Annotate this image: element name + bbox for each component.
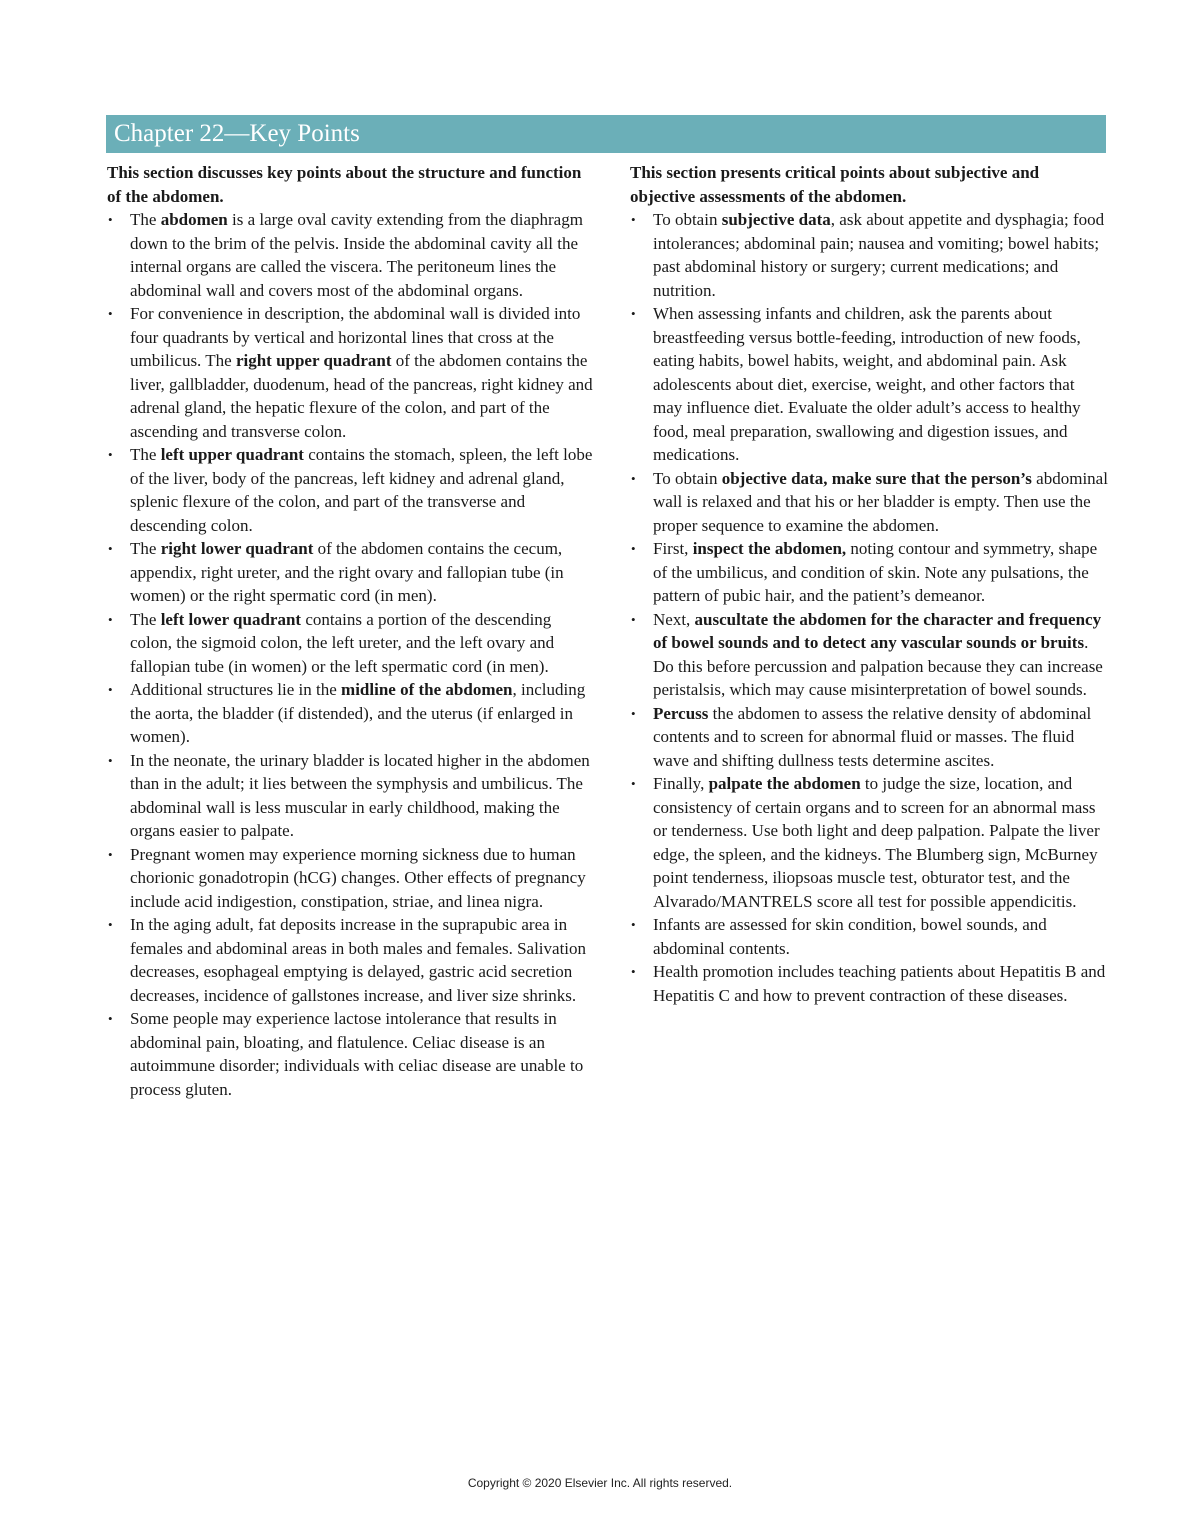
item-text: the abdomen to assess the relative density of abdominal contents and to screen for abnormal fluid or masses. The fluid wave and shifting dullness tests determine ascites. xyxy=(653,703,1092,770)
item-text: The xyxy=(130,210,161,229)
item-text: contains the stomach, spleen, the left lobe of the liver, body of the pancreas, left kidney and adrenal gland, splenic flexure of the colon, and part of the transverse and descending colon. xyxy=(130,445,593,535)
item-text: is a large oval cavity extending from the diaphragm down to the brim of the pelvis. Inside the abdominal cavity all the internal organs are called the viscera. The peritoneum lines the abdominal wall and covers most of the abdominal organs. xyxy=(130,210,583,300)
list-item xyxy=(107,537,595,608)
list-item xyxy=(107,608,595,679)
list-item xyxy=(107,913,595,1007)
item-text: For convenience in description, the abdominal wall is divided into four quadrants by vertical and horizontal lines that cross at the umbilicus. The xyxy=(130,304,581,370)
list-item xyxy=(630,702,1108,773)
item-text: Pregnant women may experience morning sickness due to human chorionic gonadotropin (hCG) changes. Other effects of pregnancy include acid indigestion, constipation, striae, and linea nigra. xyxy=(130,844,586,911)
list-item xyxy=(630,960,1108,1007)
item-text: The xyxy=(130,445,161,464)
list-item xyxy=(630,302,1108,467)
item-text: First, xyxy=(653,539,693,558)
item-text: To obtain xyxy=(653,210,722,229)
bold-term: right upper quadrant xyxy=(235,351,392,370)
list-item xyxy=(107,208,595,302)
item-text: To obtain xyxy=(653,468,722,488)
item-text: Finally, xyxy=(653,774,709,793)
list-item xyxy=(630,772,1108,913)
item-text: When assessing infants and children, ask the parents about breastfeeding versus bottle-feeding, introduction of new foods, eating habits, bowel habits, weight, and abdominal pain. Ask adolescents about diet, exercise, weight, and other factors that may influence diet. Evaluate the older adult’s access to healthy food, meal preparation, swallowing and digestion issues, and medications. xyxy=(653,304,1081,464)
item-text: In the aging adult, fat deposits increase in the suprapubic area in females and abdominal areas in both males and females. Salivation decreases, esophageal emptying is delayed, gastric acid secretion decreases, incidence of gallstones increase, and liver size shrinks. xyxy=(130,915,587,1005)
list-item xyxy=(630,913,1108,960)
bold-term: abdomen xyxy=(160,210,228,229)
bold-term: subjective data xyxy=(721,210,831,229)
list-item xyxy=(107,443,595,537)
list-item xyxy=(107,843,595,914)
left-key-points-list xyxy=(107,208,595,1101)
list-item xyxy=(630,608,1108,702)
bold-term: left lower quadrant xyxy=(160,609,302,629)
list-item xyxy=(107,749,595,843)
item-text: Infants are assessed for skin condition, bowel sounds, and abdominal contents. xyxy=(653,915,1047,958)
bold-term: left upper quadrant xyxy=(160,445,304,464)
bold-term: Percuss xyxy=(653,703,709,723)
item-text: , ask about appetite and dysphagia; food intolerances; abdominal pain; nausea and vomiting; bowel habits; past abdominal history or surgery; current medications; and nutrition. xyxy=(653,210,1105,300)
chapter-title: Chapter 22—Key Points xyxy=(114,120,360,147)
item-text: In the neonate, the urinary bladder is located higher in the abdomen than in the adult; it lies between the symphysis and umbilicus. The abdominal wall is less muscular in early childhood, making the organs easier to palpate. xyxy=(130,750,590,840)
right-intro: This section presents critical points about subjective and objective assessments of the abdomen. xyxy=(630,163,1040,206)
copyright-footer: Copyright © 2020 Elsevier Inc. All rights reserved. xyxy=(467,1476,733,1490)
bold-term: auscultate the abdomen for the character and frequency of bowel sounds and to detect any vascular sounds or bruits xyxy=(653,609,1102,652)
item-text: . Do this before percussion and palpation because they can increase peristalsis, which may cause misinterpretation of bowel sounds. xyxy=(653,633,1103,699)
item-text: The xyxy=(130,539,161,558)
bold-term: objective data, make sure that the person’s xyxy=(721,468,1032,488)
item-text: noting contour and symmetry, shape of the umbilicus, and condition of skin. Note any pulsations, the pattern of pubic hair, and the patient’s demeanor. xyxy=(653,539,1098,605)
list-item xyxy=(107,302,595,443)
left-intro: This section discusses key points about the structure and function of the abdomen. xyxy=(107,163,582,206)
left-column xyxy=(107,161,595,1101)
list-item xyxy=(107,1007,595,1101)
list-item xyxy=(630,537,1108,608)
list-item xyxy=(107,678,595,749)
list-item xyxy=(630,208,1108,302)
item-text: Additional structures lie in the xyxy=(130,680,342,699)
item-text: to judge the size, location, and consistency of certain organs and to screen for an abnormal mass or tenderness. Use both light and deep palpation. Palpate the liver edge, the spleen, and the kidneys. The Blumberg sign, McBurney point tenderness, iliopsoas muscle test, obturator test, and the Alvarado/MANTRELS score all test for possible appendicitis. xyxy=(653,774,1100,911)
bold-term: right lower quadrant xyxy=(160,539,314,558)
bold-term: inspect the abdomen, xyxy=(692,539,847,558)
bold-term: midline of the abdomen xyxy=(341,680,513,699)
item-text: , including the aorta, the bladder (if distended), and the uterus (if enlarged in women). xyxy=(130,680,586,746)
item-text: Next, xyxy=(653,609,695,629)
item-text: contains a portion of the descending colon, the sigmoid colon, the left ureter, and the left ovary and fallopian tube (in women) or the left spermatic cord (in men). xyxy=(130,609,555,676)
item-text: of the abdomen contains the cecum, appendix, right ureter, and the right ovary and fallopian tube (in women) or the right spermatic cord (in men). xyxy=(130,539,564,605)
right-key-points-list xyxy=(630,208,1108,1007)
right-column xyxy=(630,161,1108,1007)
item-text: abdominal wall is relaxed and that his or her bladder is empty. Then use the proper sequence to examine the abdomen. xyxy=(653,468,1108,535)
bold-term: palpate the abdomen xyxy=(708,774,861,793)
item-text: The xyxy=(130,609,161,629)
item-text: Some people may experience lactose intolerance that results in abdominal pain, bloating, and flatulence. Celiac disease is an autoimmune disorder; individuals with celiac disease are unable to process gluten. xyxy=(130,1009,584,1099)
list-item xyxy=(630,467,1108,538)
item-text: of the abdomen contains the liver, gallbladder, duodenum, head of the pancreas, right kidney and adrenal gland, the hepatic flexure of the colon, and part of the ascending and transverse colon. xyxy=(130,351,593,441)
item-text: Health promotion includes teaching patients about Hepatitis B and Hepatitis C and how to prevent contraction of these diseases. xyxy=(653,962,1106,1005)
chapter-header-bar xyxy=(106,115,1106,153)
